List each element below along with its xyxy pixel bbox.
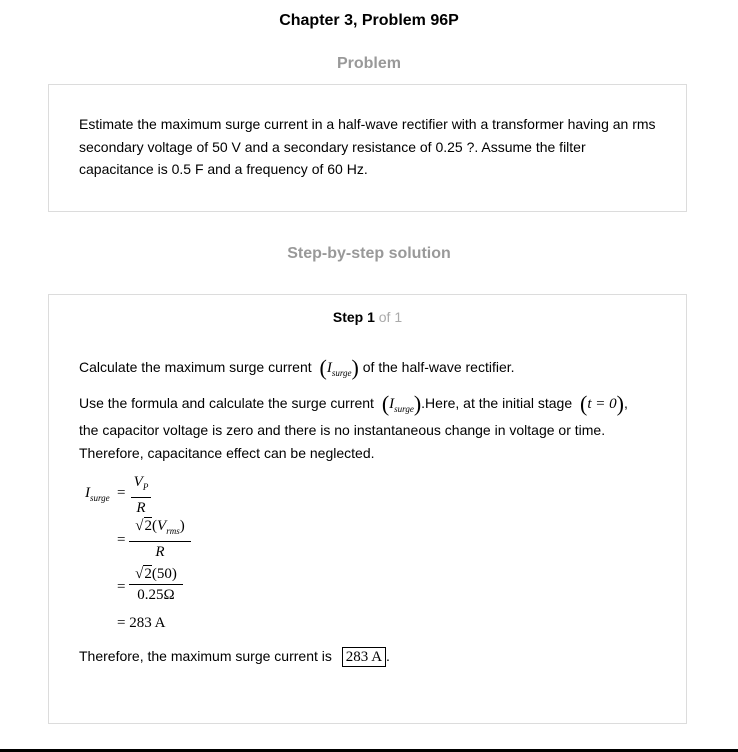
solution-box [48,294,687,724]
line1-pre: Calculate the maximum surge current [79,359,312,375]
line2-pre: Use the formula and calculate the surge current [79,395,374,411]
sym-surge-2: surge [394,404,414,414]
eq-lhs: $I_{surge}$ [85,485,110,503]
eq-frac-3: $\frac{√2(50)}{0.25\Omega}$ [129,565,183,605]
eq-result: = 283 A [117,615,166,631]
answer-box: 283 A [342,647,386,667]
page-title: Chapter 3, Problem 96P [279,12,459,29]
conclusion-pre: Therefore, the maximum surge current is [79,648,332,664]
solution-line-4: Therefore, capacitance effect can be neglected. [79,445,375,461]
problem-heading: Problem [336,55,401,72]
conclusion-post: . [386,648,390,664]
sym-I: I [326,360,332,376]
line1-post: of the half-wave rectifier. [362,359,515,375]
line2-mid: .Here, at the initial stage [421,395,573,411]
problem-box [48,84,687,212]
eq-sign-2: = [117,532,126,548]
eq-sign-3: = [117,579,126,595]
eq-frac-1: $\frac{V_P}{R}$ [131,473,151,518]
step-total: of 1 [378,309,403,325]
problem-text: Estimate the maximum surge current in a half-wave rectifier with a transformer having an rms secondary voltage of 50 V and a secondary resistance of 0.25 ?. Assume the filter capacitance is 0.5 F and a frequency of 60 Hz. [79,116,656,177]
solution-line-2: Use the formula and calculate the surge current $(I_{surge}).Here$, at the initial stage (t = 0), [79,391,628,416]
solution-heading: Step-by-step solution [287,245,451,262]
eq-frac-2: $√2(V_{rms})$ R [129,517,191,562]
line2-end: , [623,395,628,411]
solution-line-3: the capacitor voltage is zero and there is no instantaneous change in voltage or time. [79,422,606,438]
step-number: Step 1 [332,309,375,325]
sym-I-2: I [389,396,395,412]
sym-surge: surge [331,368,352,378]
eq-sign-1: = [117,485,126,501]
initial-condition: t = 0 [587,396,617,412]
conclusion [79,645,390,669]
step-header [49,309,686,325]
solution-line-1: Calculate the maximum surge current $(I_{surge})$ of the half-wave rectifier. [79,355,515,380]
